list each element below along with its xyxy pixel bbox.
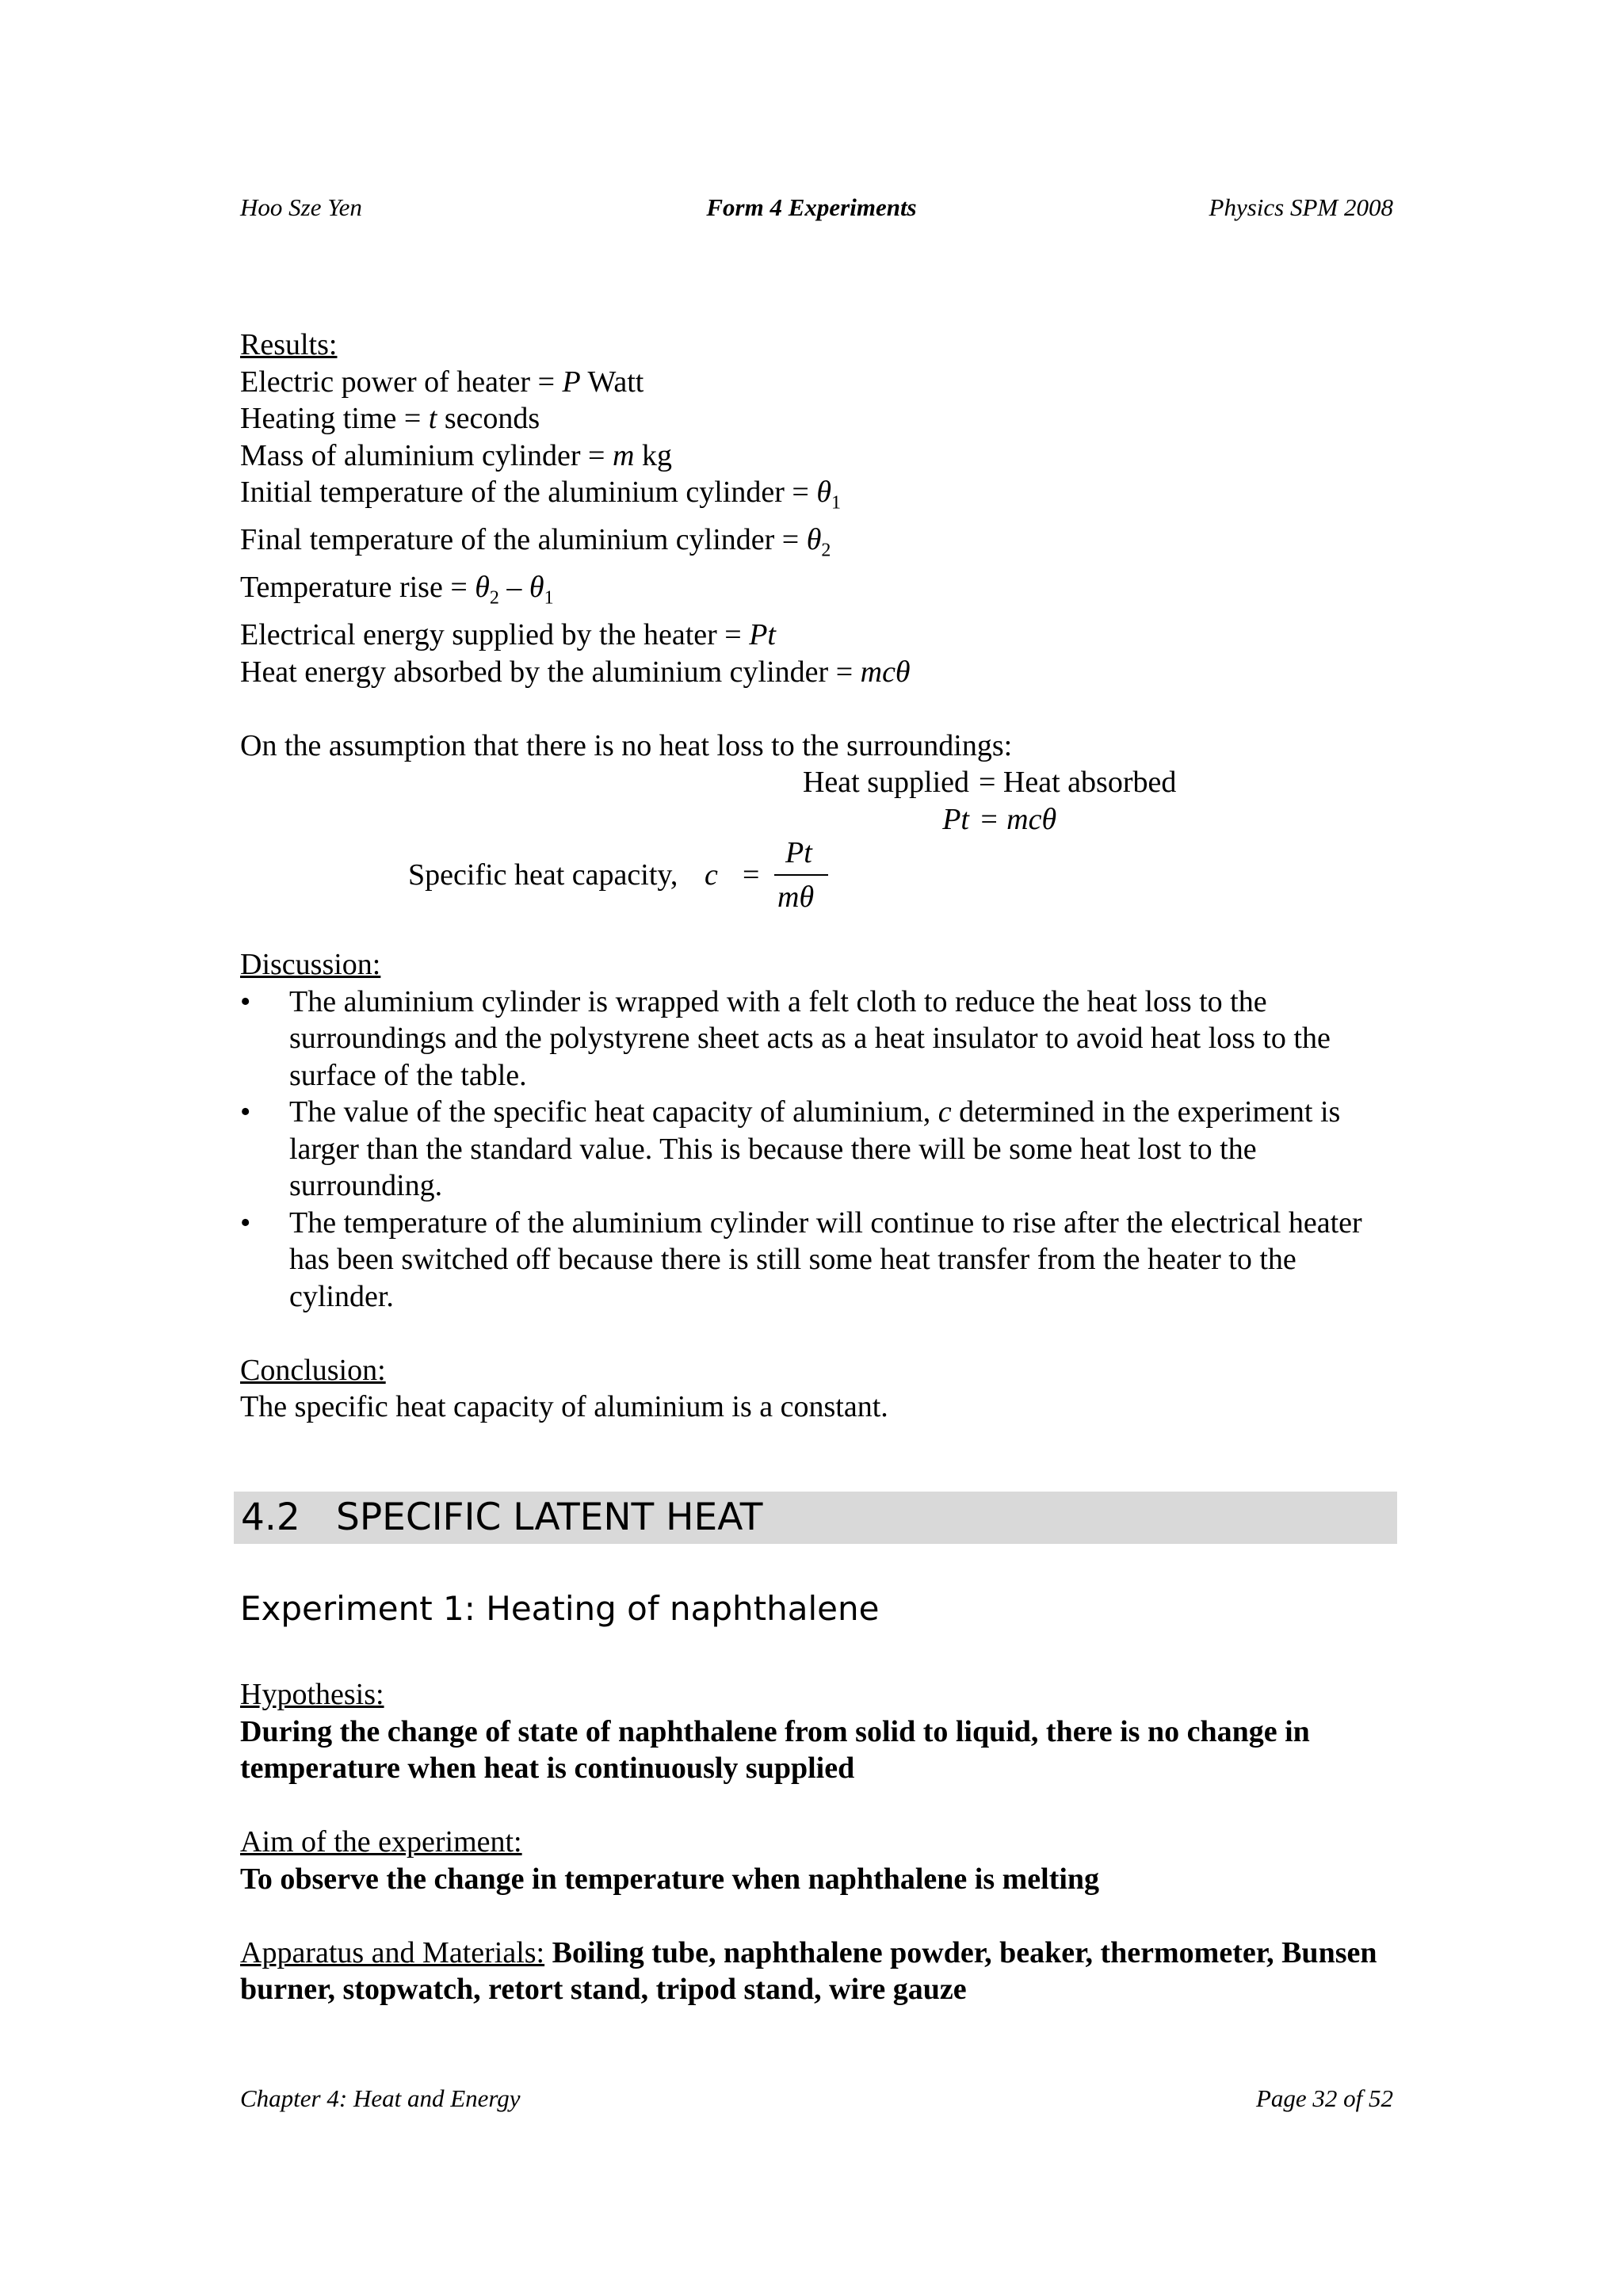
results-line: Temperature rise = $\theta_2 - \theta_1$ <box>240 571 554 609</box>
discussion-heading: Discussion: <box>240 948 381 982</box>
header-subject: Physics SPM 2008 <box>1209 193 1393 221</box>
header-title: Form 4 Experiments <box>706 193 917 221</box>
conclusion-heading: Conclusion: <box>240 1353 386 1387</box>
section-number: 4.2 <box>241 1496 300 1539</box>
equation-row: Pt = mcθ <box>942 802 1057 836</box>
hypothesis-heading: Hypothesis: <box>240 1678 384 1711</box>
experiment-title: Experiment 1: Heating of naphthalene <box>240 1589 880 1628</box>
list-item: • The value of the specific heat capacity of aluminium, c determined in the experiment is larger than the standard value. This is because there will be some heat lost to the surrounding. <box>240 1094 1397 1205</box>
results-line: Heating time = t seconds <box>240 402 540 435</box>
results-line: Final temperature of the aluminium cylinder = $\theta_2$ <box>240 523 831 561</box>
footer-chapter: Chapter 4: Heat and Energy <box>240 2084 521 2112</box>
results-line: Initial temperature of the aluminium cylinder = $\theta_1$ <box>240 476 842 514</box>
header-author: Hoo Sze Yen <box>240 193 362 221</box>
conclusion-text: The specific heat capacity of aluminium is a constant. <box>240 1390 888 1424</box>
equation-row: Heat supplied = Heat absorbed <box>802 766 1177 800</box>
apparatus-text: Boiling tube, naphthalene powder, beaker, thermometer, Bunsen burner, stopwatch, retort stand, tripod stand, wire gauze <box>240 1935 1377 2006</box>
discussion-list <box>240 984 1397 1316</box>
assumption-text: On the assumption that there is no heat loss to the surroundings: <box>240 728 1013 762</box>
footer-page-number: Page 32 of 52 <box>1255 2084 1393 2112</box>
results-line: Electrical energy supplied by the heater = Pt <box>240 618 776 652</box>
experiment-content <box>240 1676 1397 2008</box>
section-heading <box>234 1492 1397 1544</box>
aim-heading: Aim of the experiment: <box>240 1825 522 1859</box>
results-line: Mass of aluminium cylinder = m kg <box>240 438 672 472</box>
list-item: • The aluminium cylinder is wrapped with a felt cloth to reduce the heat loss to the surroundings and the polystyrene sheet acts as a heat insulator to avoid heat loss to the surface of the table. <box>240 984 1397 1095</box>
results-line: Electric power of heater = P Watt <box>240 365 644 399</box>
page-content <box>240 327 1397 1426</box>
apparatus-heading: Apparatus and Materials: <box>240 1935 545 1969</box>
results-heading: Results: <box>240 328 338 361</box>
specific-heat-formula: Specific heat capacity, c = Pt mθ <box>240 838 1397 918</box>
section-title: SPECIFIC LATENT HEAT <box>336 1496 763 1539</box>
aim-text: To observe the change in temperature when naphthalene is melting <box>240 1862 1100 1896</box>
results-line: Heat energy absorbed by the aluminium cylinder = mcθ <box>240 655 911 689</box>
apparatus-paragraph <box>240 1935 1397 2008</box>
hypothesis-text: During the change of state of naphthalene from solid to liquid, there is no change in temperature when heat is continuously supplied <box>240 1714 1310 1785</box>
list-item: • The temperature of the aluminium cylinder will continue to rise after the electrical heater has been switched off because there is still some heat transfer from the heater to the cylinder. <box>240 1205 1397 1316</box>
